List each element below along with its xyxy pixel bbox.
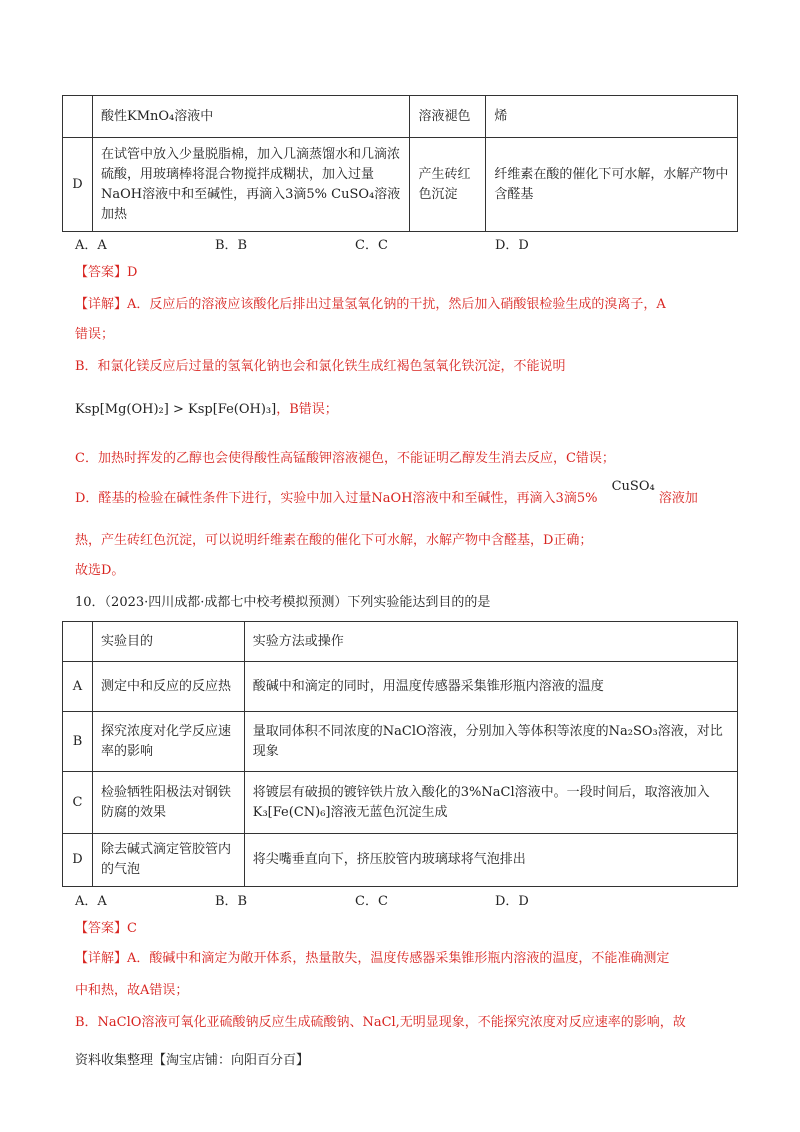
purpose-text: 除去碱式滴定管胶管内的气泡 [100, 842, 231, 877]
method-text: 将尖嘴垂直向下，挤压胶管内玻璃球将气泡排出 [252, 852, 526, 867]
table-row [63, 662, 738, 712]
row-letter: C [72, 794, 83, 810]
detail-d-line3: 故选D。 [75, 563, 125, 578]
table-cell-purpose [92, 712, 244, 772]
purpose-text: 检验牺牲阳极法对钢铁防腐的效果 [100, 784, 231, 820]
answer-options [75, 890, 635, 909]
answer-label: 【答案】D [75, 265, 138, 280]
purpose-text: 探究浓度对化学反应速率的影响 [100, 723, 231, 759]
na2so3-formula: Na₂SO₃ [608, 723, 658, 739]
table-header-purpose [92, 622, 244, 662]
table-header-method [244, 622, 737, 662]
table-header-row [63, 622, 738, 662]
table-cell-purpose [92, 772, 244, 834]
conclusion-text: 纤维素在酸的催化下可水解，水解产物中含醛基 [494, 166, 729, 202]
header-purpose-text: 实验目的 [100, 633, 153, 649]
ksp-formula-text: Ksp[Mg(OH)₂] > Ksp[Fe(OH)₃] [75, 402, 277, 417]
option-b: B．B [215, 238, 248, 253]
detail-a-line2: 错误； [75, 327, 115, 342]
method-text: 酸碱中和滴定的同时，用温度传感器采集锥形瓶内溶液的温度 [252, 678, 604, 694]
detail-d-line2: 热，产生砖红色沉淀，可以说明纤维素在酸的催化下可水解，水解产物中含醛基，D正确； [75, 533, 593, 548]
phenomenon-text: 溶液褪色 [418, 108, 471, 124]
k3fecn6-formula: K₃[Fe(CN)₆] [252, 804, 331, 820]
table-cell-phenomenon [410, 96, 486, 138]
table-cell-letter [63, 772, 93, 834]
table-cell-letter [63, 834, 93, 887]
detail2-a-line2: 中和热，故A错误； [75, 983, 189, 998]
cuso4-formula: CuSO₄ [611, 479, 655, 494]
table-cell-method [244, 662, 737, 712]
method-text-b: 溶液，对比现象 [252, 723, 723, 759]
table-cell-phenomenon [410, 138, 486, 232]
option-d: D．D [495, 238, 529, 253]
row-letter: D [72, 176, 83, 192]
option-d: D．D [495, 894, 529, 909]
table-row [63, 772, 738, 834]
ksp-formula [75, 398, 338, 417]
table-row [63, 834, 738, 887]
option-a: A．A [75, 238, 107, 253]
detail2-b-line1: B．NaClO溶液可氧化亚硫酸钠反应生成硫酸钠、NaCl,无明显现象，不能探究浓度对反应速率的影响，故 [75, 1015, 686, 1030]
method-text-a: 将镀层有破损的镀锌铁片放入酸化的3%NaCl溶液中。一段时间后，取溶液加入 [252, 784, 710, 800]
phenomenon-text: 产生砖红色沉淀 [418, 166, 471, 202]
option-b: B．B [215, 894, 248, 909]
table-header-empty [63, 622, 93, 662]
method-text-a: 量取同体积不同浓度的NaClO溶液，分别加入等体积等浓度的 [252, 723, 609, 739]
page-footer: 资料收集整理【淘宝店铺：向阳百分百】 [75, 1053, 310, 1068]
option-c: C．C [355, 894, 388, 909]
detail-a-line1: 【详解】A．反应后的溶液应该酸化后排出过量氢氧化钠的干扰，然后加入硝酸银检验生成的溴离子，A [75, 297, 666, 312]
table-row [63, 712, 738, 772]
table-2 [62, 621, 738, 887]
table-cell-letter [63, 96, 93, 138]
table-cell-method [92, 138, 410, 232]
table-cell-conclusion [486, 96, 738, 138]
method-text: 酸性KMnO₄溶液中 [100, 108, 214, 124]
table-cell-method [244, 834, 737, 887]
table-cell-purpose [92, 662, 244, 712]
conclusion-text: 烯 [494, 108, 508, 124]
method-text: 在试管中放入少量脱脂棉，加入几滴蒸馏水和几滴浓硫酸，用玻璃棒将混合物搅拌成糊状，加入过量NaOH溶液中和至碱性，再滴入3滴5% CuSO₄溶液加热 [100, 146, 401, 222]
table-cell-letter [63, 138, 93, 232]
detail-b-line1: B．和氯化镁反应后过量的氢氧化钠也会和氯化铁生成红褐色氢氧化铁沉淀，不能说明 [75, 359, 566, 374]
option-a: A．A [75, 894, 107, 909]
detail-d-text-a: D．醛基的检验在碱性条件下进行，实验中加入过量NaOH溶液中和至碱性，再滴入3滴5% [75, 491, 598, 506]
table-cell-method [244, 772, 737, 834]
row-letter: B [72, 733, 83, 749]
table-cell-method [92, 96, 410, 138]
table-cell-purpose [92, 834, 244, 887]
table-row [63, 96, 738, 138]
detail-b-tail: ，B错误； [276, 402, 338, 417]
detail-d-text-b: 溶液加 [658, 491, 698, 506]
table-1 [62, 95, 738, 232]
detail-d-line1 [75, 479, 698, 510]
table-cell-method [244, 712, 737, 772]
detail-c-line: C．加热时挥发的乙醇也会使得酸性高锰酸钾溶液褪色，不能证明乙醇发生消去反应，C错误； [75, 451, 615, 466]
answer-options [75, 234, 635, 253]
option-c: C．C [355, 238, 388, 253]
table-row [63, 138, 738, 232]
question-10-title: 10．（2023·四川成都·成都七中校考模拟预测）下列实验能达到目的的是 [75, 595, 491, 610]
table-cell-conclusion [486, 138, 738, 232]
answer-label: 【答案】C [75, 921, 137, 936]
row-letter: D [72, 852, 83, 867]
table-cell-letter [63, 712, 93, 772]
row-letter: A [72, 678, 83, 694]
table-cell-letter [63, 662, 93, 712]
header-method-text: 实验方法或操作 [252, 633, 344, 649]
method-text-b: 溶液无蓝色沉淀生成 [330, 804, 448, 820]
detail2-a-line1: 【详解】A．酸碱中和滴定为敞开体系，热量散失，温度传感器采集锥形瓶内溶液的温度，不能准确测定 [75, 951, 670, 966]
purpose-text: 测定中和反应的反应热 [100, 678, 231, 694]
